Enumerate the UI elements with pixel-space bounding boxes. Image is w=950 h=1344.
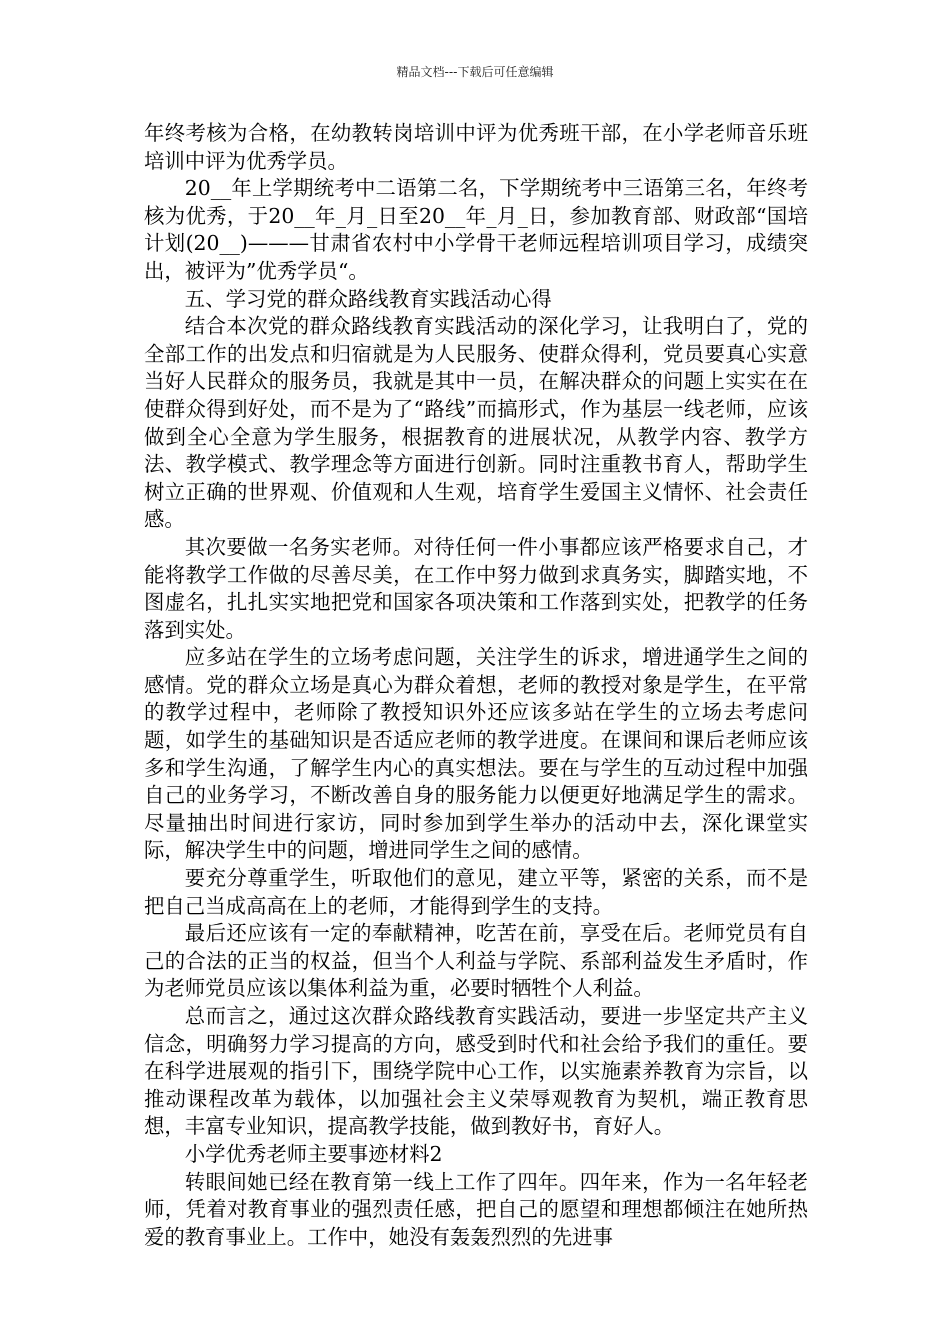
paragraph-respect-students: 要充分尊重学生，听取他们的意见，建立平等，紧密的关系，而不是把自己当成高高在上的老师，才能得到学生的支持。 (144, 866, 808, 918)
paragraph-pragmatic-teacher: 其次要做一名务实老师。对待任何一件小事都应该严格要求自己，才能将教学工作做的尽善尽美，在工作中努力做到求真务实，脚踏实地，不图虚名，扎扎实实地把党和国家各项决策和工作落到实处，把教学的任务落到实处。 (144, 534, 808, 642)
section-heading-material-2: 小学优秀老师主要事迹材料2 (184, 1141, 443, 1166)
document-body (144, 120, 808, 1251)
paragraph-summary: 总而言之，通过这次群众路线教育实践活动，要进一步坚定共产主义信念，明确努力学习提高的方向，感受到时代和社会给予我们的重任。要在科学进展观的指引下，围绕学院中心工作，以实施素养教育为宗旨，以推动课程改革为载体，以加强社会主义荣辱观教育为契机，端正教育思想，丰富专业知识，提高教学技能，做到教好书，育好人。 (144, 1004, 808, 1139)
paragraph-four-years: 转眼间她已经在教育第一线上工作了四年。四年来，作为一名年轻老师，凭着对教育事业的强烈责任感，把自己的愿望和理想都倾注在她所热爱的教育事业上。工作中，她没有轰轰烈烈的先进事 (144, 1169, 808, 1249)
section-heading-five: 五、学习党的群众路线教育实践活动心得 (184, 286, 552, 311)
paragraph-continued: 年终考核为合格，在幼教转岗培训中评为优秀班干部，在小学老师音乐班培训中评为优秀学员。 (144, 121, 808, 173)
paragraph-dedication: 最后还应该有一定的奉献精神，吃苦在前，享受在后。老师党员有自己的合法的正当的权益，但当个人利益与学院、系部利益发生矛盾时，作为老师党员应该以集体利益为重，必要时牺牲个人利益。 (144, 921, 808, 1001)
paragraph-mass-line: 结合本次党的群众路线教育实践活动的深化学习，让我明白了，党的全部工作的出发点和归宿就是为人民服务、使群众得利，党员要真心实意当好人民群众的服务员，我就是其中一员，在解决群众的问题上实实在在使群众得到好处，而不是为了“路线”而搞形式，作为基层一线老师，应该做到全心全意为学生服务，根据教育的进展状况，从教学内容、教学方法、教学模式、教学理念等方面进行创新。同时注重教书育人，帮助学生树立正确的世界观、价值观和人生观，培育学生爱国主义情怀、社会责任感。 (144, 314, 808, 532)
page-header: 精品文档---下载后可任意编辑 (396, 65, 554, 79)
paragraph-student-perspective: 应多站在学生的立场考虑问题，关注学生的诉求，增进通学生之间的感情。党的群众立场是真心为群众着想，老师的教授对象是学生，在平常的教学过程中，老师除了教授知识外还应该多站在学生的立场去考虑问题，如学生的基础知识是否适应老师的教学进度。在课间和课后老师应该多和学生沟通，了解学生内心的真实想法。要在与学生的互动过程中加强自己的业务学习，不断改善自身的服务能力以便更好地满足学生的需求。尽量抽出时间进行家访，同时参加到学生举办的活动中去，深化课堂实际，解决学生中的问题，增进同学生之间的感情。 (144, 645, 808, 863)
paragraph-exam-results: 20__年上学期统考中二语第二名，下学期统考中三语第三名，年终考核为优秀，于20__年_月_日至20__年_月_日，参加教育部、财政部“国培计划(20__)———甘肃省农村中小学骨干老师远程培训项目学习，成绩突出，被评为”优秀学员“。 (144, 176, 808, 283)
